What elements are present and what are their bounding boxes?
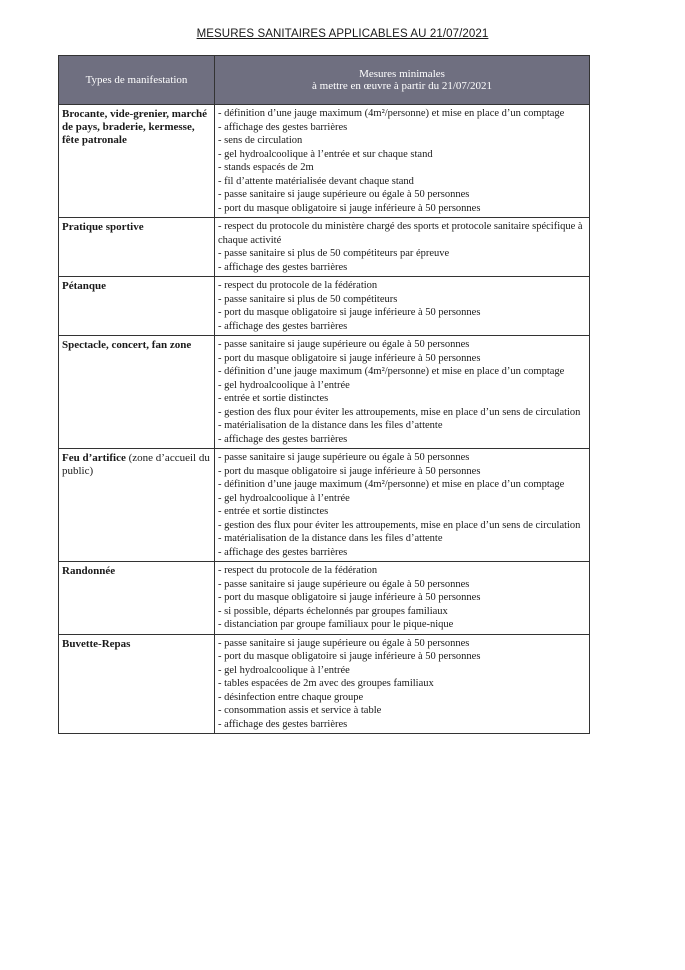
table-row xyxy=(59,449,590,562)
table-header-row xyxy=(59,56,590,105)
measure-item: - passe sanitaire si jauge supérieure ou égale à 50 personnes xyxy=(218,339,470,350)
manifestation-type-cell xyxy=(59,336,215,449)
header-measures-line2: à mettre en œuvre à partir du 21/07/2021 xyxy=(312,80,492,92)
measure-item: - matérialisation de la distance dans les files d’attente xyxy=(218,533,443,544)
measure-item: - affichage des gestes barrières xyxy=(218,261,348,273)
manifestation-type: Pétanque xyxy=(62,280,106,292)
manifestation-type-cell xyxy=(59,105,215,218)
measure-item: - passe sanitaire si plus de 50 compétiteurs par épreuve xyxy=(218,248,450,259)
measure-item: - gestion des flux pour éviter les attroupements, mise en place d’un sens de circulation xyxy=(218,519,581,531)
measures-cell xyxy=(215,336,590,449)
measure-item: - matérialisation de la distance dans les files d’attente xyxy=(218,420,443,431)
manifestation-type: Randonnée xyxy=(62,565,116,577)
measure-item: - port du masque obligatoire si jauge inférieure à 50 personnes xyxy=(218,651,481,662)
manifestation-type-detail: (zone d’accueil du public) xyxy=(62,452,210,477)
table-row xyxy=(59,105,590,218)
measure-item: - passe sanitaire si jauge supérieure ou égale à 50 personnes xyxy=(218,637,470,649)
measure-item: - port du masque obligatoire si jauge inférieure à 50 personnes xyxy=(218,592,481,603)
manifestation-type: Pratique sportive xyxy=(62,221,144,233)
measures-cell xyxy=(215,634,590,734)
measures-cell xyxy=(215,105,590,218)
manifestation-type: Spectacle, concert, fan zone xyxy=(62,339,192,351)
measures-cell xyxy=(215,218,590,277)
measure-item: - affichage des gestes barrières xyxy=(218,718,348,730)
measure-item: - gel hydroalcoolique à l’entrée xyxy=(218,664,350,676)
header-measures xyxy=(215,56,590,105)
measure-item: - tables espacées de 2m avec des groupes familiaux xyxy=(218,678,434,689)
measure-item: - fil d’attente matérialisée devant chaque stand xyxy=(218,175,414,187)
measure-item: - définition d’une jauge maximum (4m²/personne) et mise en place d’un comptage xyxy=(218,479,565,490)
measure-item: - passe sanitaire si jauge supérieure ou égale à 50 personnes xyxy=(218,452,470,463)
measure-item: - gestion des flux pour éviter les attroupements, mise en place d’un sens de circulation xyxy=(218,406,581,418)
manifestation-type: Brocante, vide-grenier, marché de pays, braderie, kermesse, fête patronale xyxy=(62,108,208,146)
measure-item: - affichage des gestes barrières xyxy=(218,121,348,133)
measure-item: - affichage des gestes barrières xyxy=(218,433,348,445)
manifestation-type-cell xyxy=(59,218,215,277)
measure-item: - entrée et sortie distinctes xyxy=(218,506,329,517)
measure-item: - respect du protocole du ministère chargé des sports et protocole sanitaire spécifique à chaque activité xyxy=(218,221,583,246)
measure-item: - affichage des gestes barrières xyxy=(218,320,348,332)
measures-table xyxy=(58,55,590,734)
table-row xyxy=(59,634,590,734)
measure-item: - définition d’une jauge maximum (4m²/personne) et mise en place d’un comptage xyxy=(218,366,565,377)
header-type: Types de manifestation xyxy=(59,56,215,105)
table-body xyxy=(59,105,590,734)
table-row xyxy=(59,336,590,449)
measure-item: - gel hydroalcoolique à l’entrée et sur chaque stand xyxy=(218,148,433,160)
measure-item: - port du masque obligatoire si jauge inférieure à 50 personnes xyxy=(218,307,481,318)
measure-item: - port du masque obligatoire si jauge inférieure à 50 personnes xyxy=(218,202,481,214)
measure-item: - port du masque obligatoire si jauge inférieure à 50 personnes xyxy=(218,465,481,477)
table-row xyxy=(59,218,590,277)
measure-item: - respect du protocole de la fédération xyxy=(218,280,378,291)
manifestation-type: Feu d’artifice xyxy=(62,452,126,464)
measure-item: - si possible, départs échelonnés par groupes familiaux xyxy=(218,605,448,617)
measures-cell xyxy=(215,449,590,562)
manifestation-type-cell xyxy=(59,277,215,336)
measure-item: - désinfection entre chaque groupe xyxy=(218,691,364,703)
measure-item: - consommation assis et service à table xyxy=(218,705,382,716)
measure-item: - affichage des gestes barrières xyxy=(218,546,348,558)
header-measures-line1: Mesures minimales xyxy=(359,68,445,80)
manifestation-type-cell xyxy=(59,449,215,562)
measure-item: - sens de circulation xyxy=(218,135,303,146)
manifestation-type: Buvette-Repas xyxy=(62,637,131,650)
measure-item: - gel hydroalcoolique à l’entrée xyxy=(218,379,350,391)
measure-item: - stands espacés de 2m xyxy=(218,162,314,173)
measure-item: - respect du protocole de la fédération xyxy=(218,565,378,576)
measure-item: - passe sanitaire si jauge supérieure ou égale à 50 personnes xyxy=(218,578,470,590)
measures-cell xyxy=(215,562,590,635)
measure-item: - port du masque obligatoire si jauge inférieure à 50 personnes xyxy=(218,352,481,364)
page-title: MESURES SANITAIRES APPLICABLES AU 21/07/2021 xyxy=(196,28,489,40)
table-row xyxy=(59,277,590,336)
measure-item: - définition d’une jauge maximum (4m²/personne) et mise en place d’un comptage xyxy=(218,108,565,119)
measure-item: - entrée et sortie distinctes xyxy=(218,393,329,404)
measure-item: - passe sanitaire si plus de 50 compétiteurs xyxy=(218,293,398,305)
manifestation-type-cell xyxy=(59,634,215,734)
manifestation-type-cell xyxy=(59,562,215,635)
table-row xyxy=(59,562,590,635)
measure-item: - passe sanitaire si jauge supérieure ou égale à 50 personnes xyxy=(218,189,470,200)
measure-item: - distanciation par groupe familiaux pour le pique-nique xyxy=(218,619,454,630)
measure-item: - gel hydroalcoolique à l’entrée xyxy=(218,492,350,504)
measures-cell xyxy=(215,277,590,336)
